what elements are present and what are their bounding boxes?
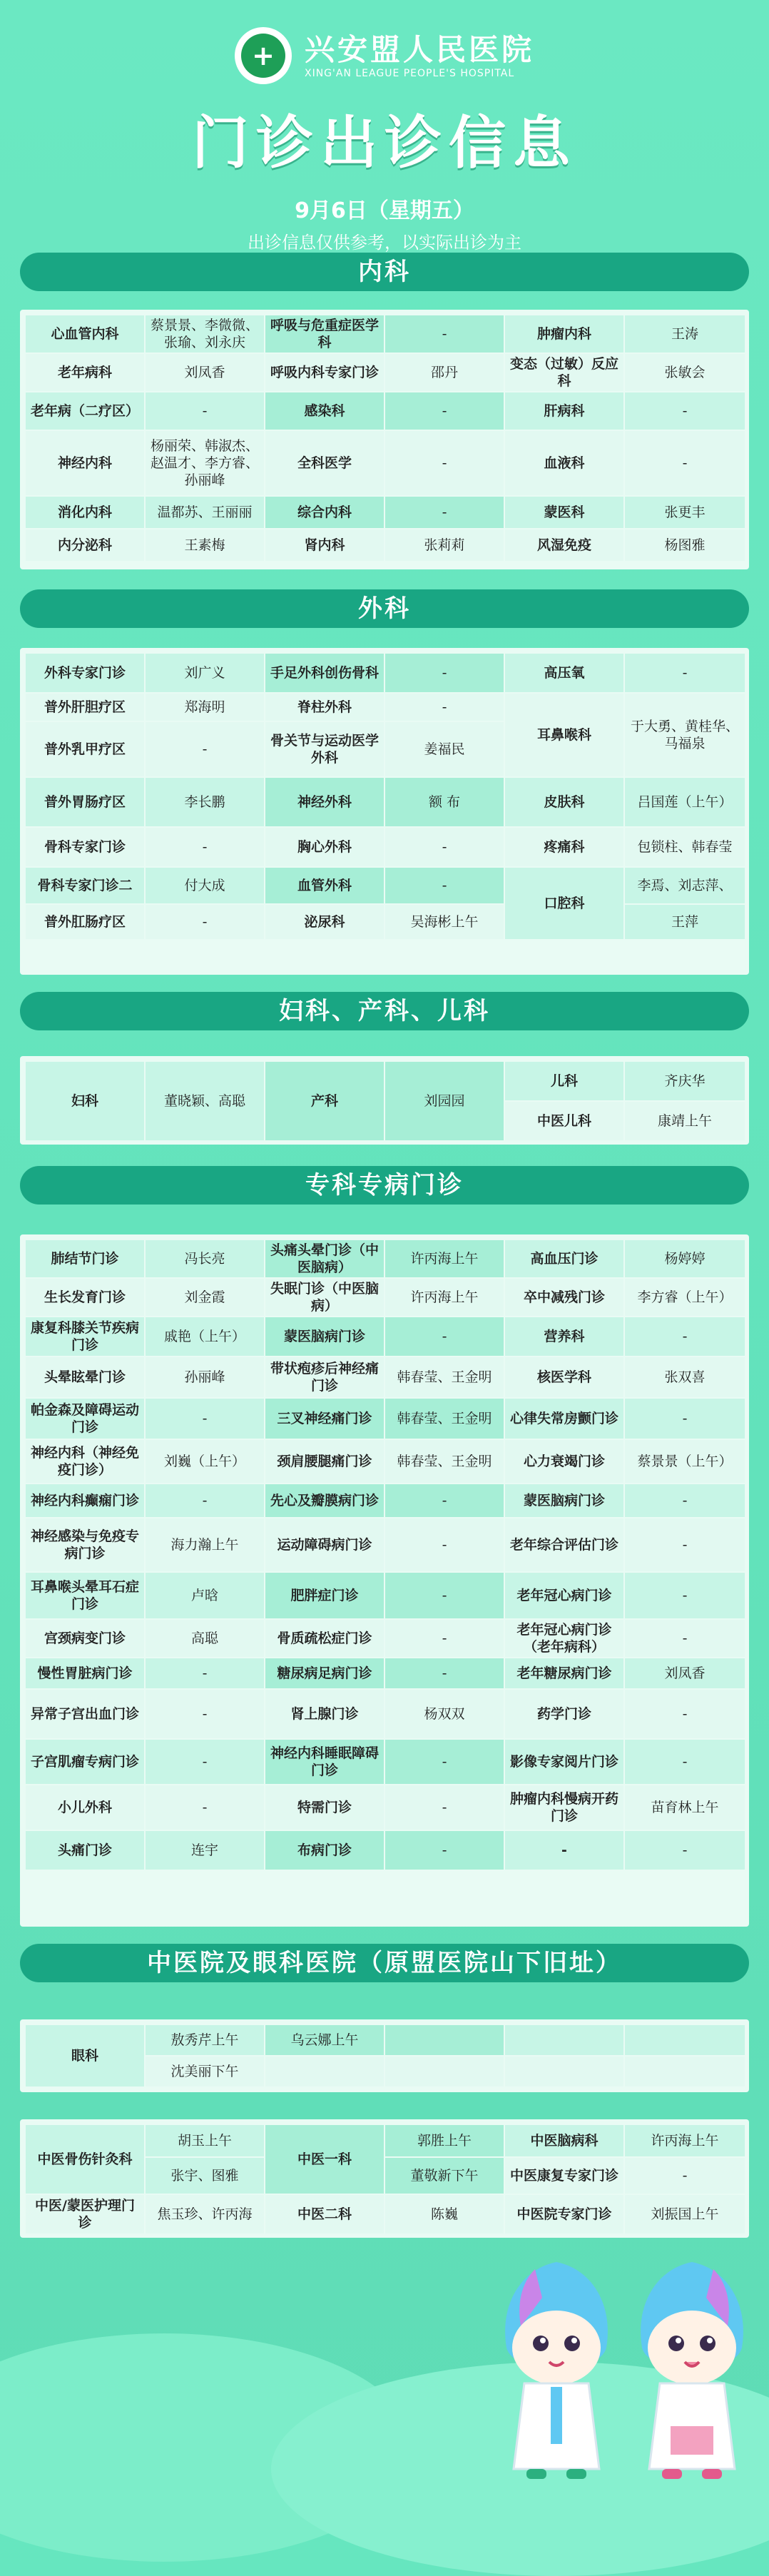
hospital-brand (0, 21, 769, 90)
table-row (25, 1689, 745, 1739)
dept-cell: 神经外科 (265, 777, 385, 827)
dept-cell: 感染科 (265, 392, 385, 430)
doctor-cell: 孙丽峰 (145, 1357, 265, 1398)
table-row (25, 392, 745, 430)
dept-cell: 耳鼻喉头晕耳石症门诊 (25, 1572, 145, 1619)
doctor-cell: - (145, 1785, 265, 1830)
doctor-cell: 杨图雅 (624, 529, 745, 562)
dept-cell: 中医脑病科 (504, 2124, 624, 2157)
dept-cell: 帕金森及障碍运动门诊 (25, 1398, 145, 1439)
dept-cell: 康复科膝关节疾病门诊 (25, 1317, 145, 1357)
dept-cell: 儿科 (504, 1061, 624, 1101)
hospital-name: 兴安盟人民医院 (304, 32, 534, 67)
doctor-cell: - (385, 1619, 504, 1658)
dept-cell: 宫颈病变门诊 (25, 1619, 145, 1658)
doctor-cell: - (145, 392, 265, 430)
dept-cell: 老年冠心病门诊 (504, 1572, 624, 1619)
dept-cell: 药学门诊 (504, 1689, 624, 1739)
doctor-cell: 冯长亮 (145, 1239, 265, 1278)
dept-cell: 妇科 (25, 1061, 145, 1141)
dept-cell: 全科医学 (265, 430, 385, 496)
doctor-cell: 刘广义 (145, 653, 265, 693)
empty-cell (624, 2056, 745, 2087)
doctor-cell: 胡玉上午 (145, 2124, 265, 2157)
table-row (25, 1061, 745, 1101)
dept-cell: 高压氧 (504, 653, 624, 693)
dept-cell: 中医一科 (265, 2124, 385, 2194)
doctor-cell: 焦玉珍、许丙海 (145, 2194, 265, 2234)
doctor-cell: - (145, 1398, 265, 1439)
table-row (25, 1619, 745, 1658)
doctor-cell: - (624, 1689, 745, 1739)
doctor-cell: 额 布 (385, 777, 504, 827)
doctor-cell: 刘园园 (385, 1061, 504, 1141)
doctor-cell: 苗育林上午 (624, 1785, 745, 1830)
doctor-cell: - (385, 1518, 504, 1572)
table-row (25, 353, 745, 392)
table-row (25, 653, 745, 693)
doctor-cell: 康靖上午 (624, 1101, 745, 1141)
dept-cell: 老年糖尿病门诊 (504, 1658, 624, 1689)
dept-cell: 先心及瓣膜病门诊 (265, 1484, 385, 1518)
dept-cell: 神经内科睡眠障碍门诊 (265, 1739, 385, 1785)
doctor-cell: - (624, 1619, 745, 1658)
dept-cell: 生长发育门诊 (25, 1278, 145, 1317)
dept-cell: 眼科 (25, 2024, 145, 2087)
doctor-cell: - (145, 721, 265, 777)
dept-cell: 神经内科癫痫门诊 (25, 1484, 145, 1518)
table-row (25, 496, 745, 529)
doctor-cell: 蔡景景、李微微、张瑜、刘永庆 (145, 315, 265, 353)
schedule-table-specialty-clinics (24, 1239, 746, 1871)
header (0, 21, 769, 253)
table-row (25, 867, 745, 904)
table-row (25, 430, 745, 496)
doctor-cell: 李方睿（上午） (624, 1278, 745, 1317)
doctor-cell: 姜福民 (385, 721, 504, 777)
doctor-cell: - (385, 430, 504, 496)
table-row (25, 2024, 745, 2056)
doctor-cell: - (385, 1830, 504, 1870)
table-row (25, 1785, 745, 1830)
hospital-name-en: XING'AN LEAGUE PEOPLE'S HOSPITAL (304, 68, 515, 79)
doctor-cell: 韩春莹、王金明 (385, 1439, 504, 1484)
doctor-cell: - (624, 1830, 745, 1870)
table-row (25, 1739, 745, 1785)
doctor-cell: 郭胜上午 (385, 2124, 504, 2157)
dept-cell: 肿瘤内科 (504, 315, 624, 353)
dept-cell: 神经内科 (25, 430, 145, 496)
dept-cell: 布病门诊 (265, 1830, 385, 1870)
doctor-cell: 沈美丽下午 (145, 2056, 265, 2087)
dept-cell: 中医/蒙医护理门诊 (25, 2194, 145, 2234)
doctor-cell: 张双喜 (624, 1357, 745, 1398)
doctor-cell: 刘凤香 (624, 1658, 745, 1689)
doctor-cell: 吴海彬上午 (385, 904, 504, 940)
dept-cell: 慢性胃脏病门诊 (25, 1658, 145, 1689)
dept-cell: 呼吸内科专家门诊 (265, 353, 385, 392)
section-banner-surgery: 外科 (20, 589, 749, 628)
table-row (25, 1439, 745, 1484)
dept-cell: 小儿外科 (25, 1785, 145, 1830)
doctor-cell: 邵丹 (385, 353, 504, 392)
doctor-cell: 刘巍（上午） (145, 1439, 265, 1484)
doctor-cell: 张敏会 (624, 353, 745, 392)
doctor-cell: 董晓颖、高聪 (145, 1061, 265, 1141)
dept-cell: 内分泌科 (25, 529, 145, 562)
dept-cell: 中医儿科 (504, 1101, 624, 1141)
doctor-cell: 杨丽荣、韩淑杰、赵温才、李方睿、孙丽峰 (145, 430, 265, 496)
empty-cell (624, 2024, 745, 2056)
table-row (25, 1484, 745, 1518)
doctor-cell: - (385, 392, 504, 430)
doctor-cell: 蔡景景（上午） (624, 1439, 745, 1484)
empty-cell (385, 2056, 504, 2087)
doctor-cell: - (624, 1518, 745, 1572)
dept-cell: 心律失常房颤门诊 (504, 1398, 624, 1439)
dept-cell: 老年病科 (25, 353, 145, 392)
footer-decoration (0, 2226, 769, 2483)
schedule-panel-tcm (20, 2119, 749, 2238)
doctor-cell: 王涛 (624, 315, 745, 353)
table-row (25, 1317, 745, 1357)
doctor-cell: - (145, 904, 265, 940)
table-row (25, 777, 745, 827)
doctor-cell: - (624, 1398, 745, 1439)
doctor-cell: - (624, 1739, 745, 1785)
doctor-cell: - (385, 653, 504, 693)
dept-cell: 糖尿病足病门诊 (265, 1658, 385, 1689)
table-row (25, 904, 745, 940)
schedule-table-surgery (24, 652, 746, 940)
dept-cell: 肾内科 (265, 529, 385, 562)
dept-cell: 外科专家门诊 (25, 653, 145, 693)
table-row (25, 315, 745, 353)
doctor-cell: - (385, 315, 504, 353)
doctor-cell: 许丙海上午 (385, 1239, 504, 1278)
doctor-cell: - (385, 496, 504, 529)
dept-cell: 骨科专家门诊二 (25, 867, 145, 904)
table-row (25, 1357, 745, 1398)
table-row (25, 1278, 745, 1317)
dept-cell: 普外肛肠疗区 (25, 904, 145, 940)
dept-cell: 头晕眩晕门诊 (25, 1357, 145, 1398)
doctor-cell: 张莉莉 (385, 529, 504, 562)
dept-cell: 肝病科 (504, 392, 624, 430)
doctor-cell: 温都苏、王丽丽 (145, 496, 265, 529)
dept-cell: 老年冠心病门诊（老年病科） (504, 1619, 624, 1658)
dept-cell: 胸心外科 (265, 827, 385, 867)
table-row (25, 1518, 745, 1572)
table-row (25, 1572, 745, 1619)
doctor-cell: 王素梅 (145, 529, 265, 562)
dept-cell: 肿瘤内科慢病开药门诊 (504, 1785, 624, 1830)
schedule-table-gynecology-pediatrics (24, 1060, 746, 1142)
dept-cell: 失眠门诊（中医脑病） (265, 1278, 385, 1317)
empty-cell (504, 2024, 624, 2056)
dept-cell: 运动障碍病门诊 (265, 1518, 385, 1572)
schedule-table-internal (24, 314, 746, 562)
mascot-right-icon (628, 2255, 756, 2483)
dept-cell: 普外胃肠疗区 (25, 777, 145, 827)
dept-cell: 耳鼻喉科 (504, 693, 624, 777)
doctor-cell: 刘振国上午 (624, 2194, 745, 2234)
date-label: 9月6日（星期五） (295, 198, 474, 223)
doctor-cell: - (145, 1689, 265, 1739)
dept-cell: 蒙医科 (504, 496, 624, 529)
doctor-cell: 刘金霞 (145, 1278, 265, 1317)
table-row (25, 693, 745, 721)
doctor-cell: - (624, 392, 745, 430)
doctor-cell: 包锁柱、韩春莹 (624, 827, 745, 867)
dept-cell: - (504, 1830, 624, 1870)
mascot-left-icon (492, 2255, 621, 2483)
doctor-cell: - (385, 1484, 504, 1518)
doctor-cell: 卢晗 (145, 1572, 265, 1619)
dept-cell: 血液科 (504, 430, 624, 496)
dept-cell: 中医院专家门诊 (504, 2194, 624, 2234)
doctor-cell: - (385, 1317, 504, 1357)
schedule-panel-surgery (20, 648, 749, 975)
disclaimer-note: 出诊信息仅供参考，以实际出诊为主 (248, 233, 521, 253)
dept-cell: 骨关节与运动医学外科 (265, 721, 385, 777)
dept-cell: 皮肤科 (504, 777, 624, 827)
doctor-cell: 杨婷婷 (624, 1239, 745, 1278)
table-row (25, 2124, 745, 2157)
dept-cell: 颈肩腰腿痛门诊 (265, 1439, 385, 1484)
doctor-cell: 董敬新下午 (385, 2157, 504, 2194)
doctor-cell: - (145, 1739, 265, 1785)
dept-cell: 骨质疏松症门诊 (265, 1619, 385, 1658)
dept-cell: 特需门诊 (265, 1785, 385, 1830)
dept-cell: 蒙医脑病门诊 (265, 1317, 385, 1357)
dept-cell: 蒙医脑病门诊 (504, 1484, 624, 1518)
dept-cell: 脊柱外科 (265, 693, 385, 721)
doctor-cell: 陈巍 (385, 2194, 504, 2234)
table-row (25, 1658, 745, 1689)
hospital-logo-icon: + (235, 27, 292, 84)
section-banner-specialty-clinics: 专科专病门诊 (20, 1166, 749, 1205)
section-banner-gynecology-pediatrics: 妇科、产科、儿科 (20, 992, 749, 1030)
dept-cell: 核医学科 (504, 1357, 624, 1398)
doctor-cell: 韩春莹、王金明 (385, 1357, 504, 1398)
dept-cell: 中医二科 (265, 2194, 385, 2234)
doctor-cell: 李长鹏 (145, 777, 265, 827)
schedule-panel-internal (20, 310, 749, 569)
doctor-cell: 乌云娜上午 (265, 2024, 385, 2056)
doctor-cell: - (624, 1317, 745, 1357)
empty-cell (265, 2056, 385, 2087)
doctor-cell: - (385, 1658, 504, 1689)
doctor-cell: - (624, 1484, 745, 1518)
dept-cell: 肥胖症门诊 (265, 1572, 385, 1619)
dept-cell: 普外肝胆疗区 (25, 693, 145, 721)
doctor-cell: 韩春莹、王金明 (385, 1398, 504, 1439)
doctor-cell: 戚艳（上午） (145, 1317, 265, 1357)
dept-cell: 普外乳甲疗区 (25, 721, 145, 777)
doctor-cell: 李焉、刘志萍、 (624, 867, 745, 904)
dept-cell: 中医骨伤针灸科 (25, 2124, 145, 2194)
doctor-cell: 许丙海上午 (624, 2124, 745, 2157)
doctor-cell: 高聪 (145, 1619, 265, 1658)
dept-cell: 三叉神经痛门诊 (265, 1398, 385, 1439)
doctor-cell: 张更丰 (624, 496, 745, 529)
schedule-panel-gynecology-pediatrics (20, 1056, 749, 1145)
doctor-cell: - (385, 1785, 504, 1830)
doctor-cell: - (385, 693, 504, 721)
dept-cell: 高血压门诊 (504, 1239, 624, 1278)
schedule-panel-eye (20, 2019, 749, 2092)
dept-cell: 卒中减残门诊 (504, 1278, 624, 1317)
dept-cell: 心力衰竭门诊 (504, 1439, 624, 1484)
table-row (25, 1239, 745, 1278)
doctor-cell: 于大勇、黄桂华、马福泉 (624, 693, 745, 777)
section-banner-internal: 内科 (20, 253, 749, 291)
doctor-cell: - (385, 867, 504, 904)
dept-cell: 老年病（二疗区） (25, 392, 145, 430)
dept-cell: 呼吸与危重症医学科 (265, 315, 385, 353)
dept-cell: 中医康复专家门诊 (504, 2157, 624, 2194)
doctor-cell: - (385, 1572, 504, 1619)
schedule-panel-specialty-clinics (20, 1234, 749, 1927)
dept-cell: 消化内科 (25, 496, 145, 529)
dept-cell: 头痛门诊 (25, 1830, 145, 1870)
doctor-cell: 许丙海上午 (385, 1278, 504, 1317)
dept-cell: 产科 (265, 1061, 385, 1141)
dept-cell: 口腔科 (504, 867, 624, 940)
doctor-cell: - (385, 1739, 504, 1785)
doctor-cell: 刘凤香 (145, 353, 265, 392)
doctor-cell: 杨双双 (385, 1689, 504, 1739)
doctor-cell: 吕国莲（上午） (624, 777, 745, 827)
schedule-table-eye (24, 2024, 746, 2088)
doctor-cell: - (145, 1658, 265, 1689)
doctor-cell: 王萍 (624, 904, 745, 940)
doctor-cell: 张宇、图雅 (145, 2157, 265, 2194)
dept-cell: 泌尿科 (265, 904, 385, 940)
doctor-cell: 郑海明 (145, 693, 265, 721)
dept-cell: 带状疱疹后神经痛门诊 (265, 1357, 385, 1398)
doctor-cell: 付大成 (145, 867, 265, 904)
doctor-cell: - (624, 653, 745, 693)
dept-cell: 异常子宫出血门诊 (25, 1689, 145, 1739)
dept-cell: 营养科 (504, 1317, 624, 1357)
doctor-cell: - (624, 2157, 745, 2194)
empty-cell (385, 2024, 504, 2056)
dept-cell: 影像专家阅片门诊 (504, 1739, 624, 1785)
dept-cell: 子宫肌瘤专病门诊 (25, 1739, 145, 1785)
dept-cell: 手足外科创伤骨科 (265, 653, 385, 693)
table-row (25, 1398, 745, 1439)
dept-cell: 老年综合评估门诊 (504, 1518, 624, 1572)
doctor-cell: 齐庆华 (624, 1061, 745, 1101)
dept-cell: 综合内科 (265, 496, 385, 529)
dept-cell: 疼痛科 (504, 827, 624, 867)
empty-cell (504, 2056, 624, 2087)
dept-cell: 风湿免疫 (504, 529, 624, 562)
doctor-cell: 海力瀚上午 (145, 1518, 265, 1572)
schedule-table-tcm (24, 2124, 746, 2235)
dept-cell: 肺结节门诊 (25, 1239, 145, 1278)
doctor-cell: - (624, 1572, 745, 1619)
doctor-cell: - (145, 1484, 265, 1518)
section-banner-tcm-eye-hospital: 中医院及眼科医院（原盟医院山下旧址） (20, 1944, 749, 1982)
dept-cell: 变态（过敏）反应科 (504, 353, 624, 392)
table-row (25, 827, 745, 867)
dept-cell: 心血管内科 (25, 315, 145, 353)
dept-cell: 骨科专家门诊 (25, 827, 145, 867)
dept-cell: 神经内科（神经免疫门诊） (25, 1439, 145, 1484)
doctor-cell: 敖秀芹上午 (145, 2024, 265, 2056)
dept-cell: 血管外科 (265, 867, 385, 904)
doctor-cell: - (145, 827, 265, 867)
dept-cell: 神经感染与免疫专病门诊 (25, 1518, 145, 1572)
page-title: 门诊出诊信息 (192, 110, 577, 176)
doctor-cell: - (624, 430, 745, 496)
dept-cell: 头痛头晕门诊（中医脑病） (265, 1239, 385, 1278)
table-row (25, 1830, 745, 1870)
doctor-cell: 连宇 (145, 1830, 265, 1870)
doctor-cell: - (385, 827, 504, 867)
table-row (25, 529, 745, 562)
dept-cell: 肾上腺门诊 (265, 1689, 385, 1739)
